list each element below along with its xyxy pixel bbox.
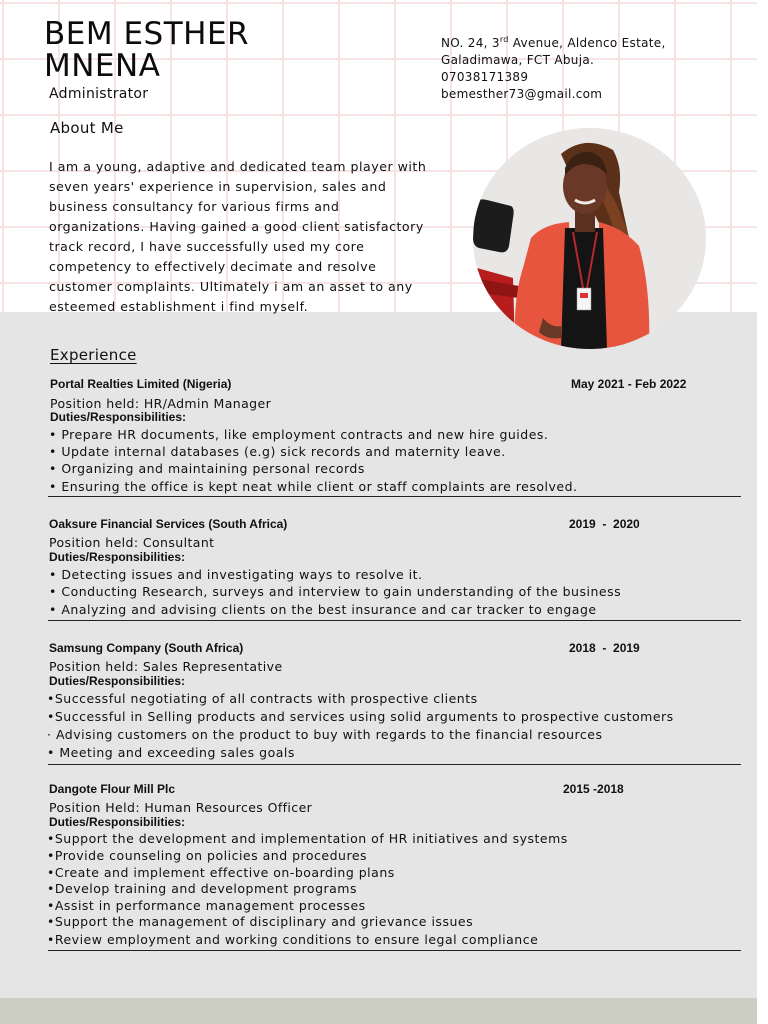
name-line-1: BEM ESTHER xyxy=(44,16,250,52)
job-dates: 2019 - 2020 xyxy=(569,517,640,531)
duty-item: •Provide counseling on policies and procedures xyxy=(47,848,368,863)
name-line-2: MNENA xyxy=(44,48,161,84)
job-company: Dangote Flour Mill Plc xyxy=(49,782,176,796)
duty-item: •Develop training and development programs xyxy=(47,881,357,896)
about-line: seven years' experience in supervision, sales and xyxy=(49,179,387,194)
duty-item: • Meeting and exceeding sales goals xyxy=(47,745,295,760)
job-position: Position Held: Human Resources Officer xyxy=(49,800,313,815)
about-line: I am a young, adaptive and dedicated team player with xyxy=(49,159,427,174)
candidate-name xyxy=(44,18,249,82)
duties-label: Duties/Responsibilities: xyxy=(49,550,186,564)
address-line-1-suffix: Avenue, Aldenco Estate, xyxy=(508,36,666,50)
job-company: Samsung Company (South Africa) xyxy=(49,641,244,655)
footer-band xyxy=(0,998,768,1024)
duty-item: • Organizing and maintaining personal records xyxy=(49,461,365,476)
duty-item: • Detecting issues and investigating ways to resolve it. xyxy=(49,567,423,582)
duty-item: •Successful in Selling products and services using solid arguments to prospective customers xyxy=(47,709,674,724)
job-company: Oaksure Financial Services (South Africa) xyxy=(49,517,288,531)
duties-label: Duties/Responsibilities: xyxy=(49,674,186,688)
duties-label: Duties/Responsibilities: xyxy=(49,815,186,829)
about-line: organizations. Having gained a good client satisfactory xyxy=(49,219,424,234)
job-dates: 2018 - 2019 xyxy=(569,641,640,655)
section-divider xyxy=(48,496,741,497)
about-line: customer complaints. Ultimately i am an asset to any xyxy=(49,279,413,294)
address-ordinal: rd xyxy=(499,35,509,44)
section-divider xyxy=(48,764,741,765)
job-position: Position held: Consultant xyxy=(49,535,215,550)
profile-photo xyxy=(473,128,706,349)
duty-item: · Advising customers on the product to buy with regards to the financial resources xyxy=(47,727,603,742)
phone-number[interactable]: 07038171389 xyxy=(441,70,529,84)
about-line: track record, I have successfully used my core xyxy=(49,239,365,254)
about-line: business consultancy for various firms and xyxy=(49,199,340,214)
duty-item: •Assist in performance management processes xyxy=(47,898,366,913)
duty-item: • Prepare HR documents, like employment contracts and new hire guides. xyxy=(49,427,549,442)
address-line-1-prefix: NO. 24, 3 xyxy=(441,36,500,50)
portrait-illustration xyxy=(473,128,706,349)
job-company: Portal Realties Limited (Nigeria) xyxy=(50,377,232,391)
job-title: Administrator xyxy=(49,86,149,102)
section-divider xyxy=(48,620,741,621)
contact-block xyxy=(441,31,666,103)
duty-item: • Conducting Research, surveys and interview to gain understanding of the business xyxy=(49,584,622,599)
page-edge xyxy=(757,0,768,1024)
duty-item: •Support the management of disciplinary and grievance issues xyxy=(47,914,474,929)
email-address[interactable]: bemesther73@gmail.com xyxy=(441,87,603,101)
experience-heading: Experience xyxy=(50,346,137,364)
job-position: Position held: HR/Admin Manager xyxy=(50,396,272,411)
about-line: competency to effectively decimate and resolve xyxy=(49,259,377,274)
job-dates: May 2021 - Feb 2022 xyxy=(571,377,687,391)
job-dates: 2015 -2018 xyxy=(563,782,624,796)
duty-item: •Review employment and working conditions to ensure legal compliance xyxy=(47,932,539,947)
address-line-2: Galadimawa, FCT Abuja. xyxy=(441,53,595,67)
about-line: esteemed establishment i find myself. xyxy=(49,299,309,314)
job-position: Position held: Sales Representative xyxy=(49,659,283,674)
duty-item: •Create and implement effective on-boarding plans xyxy=(47,865,395,880)
address-line-1 xyxy=(441,31,666,52)
duty-item: •Successful negotiating of all contracts with prospective clients xyxy=(47,691,478,706)
about-paragraph xyxy=(49,157,447,317)
duty-item: • Update internal databases (e.g) sick records and maternity leave. xyxy=(49,444,506,459)
duty-item: • Ensuring the office is kept neat while client or staff complaints are resolved. xyxy=(49,479,578,494)
section-divider xyxy=(48,950,741,951)
duty-item: •Support the development and implementation of HR initiatives and systems xyxy=(47,831,568,846)
duty-item: • Analyzing and advising clients on the best insurance and car tracker to engage xyxy=(49,602,597,617)
duties-label: Duties/Responsibilities: xyxy=(50,410,187,424)
about-heading: About Me xyxy=(50,119,124,137)
